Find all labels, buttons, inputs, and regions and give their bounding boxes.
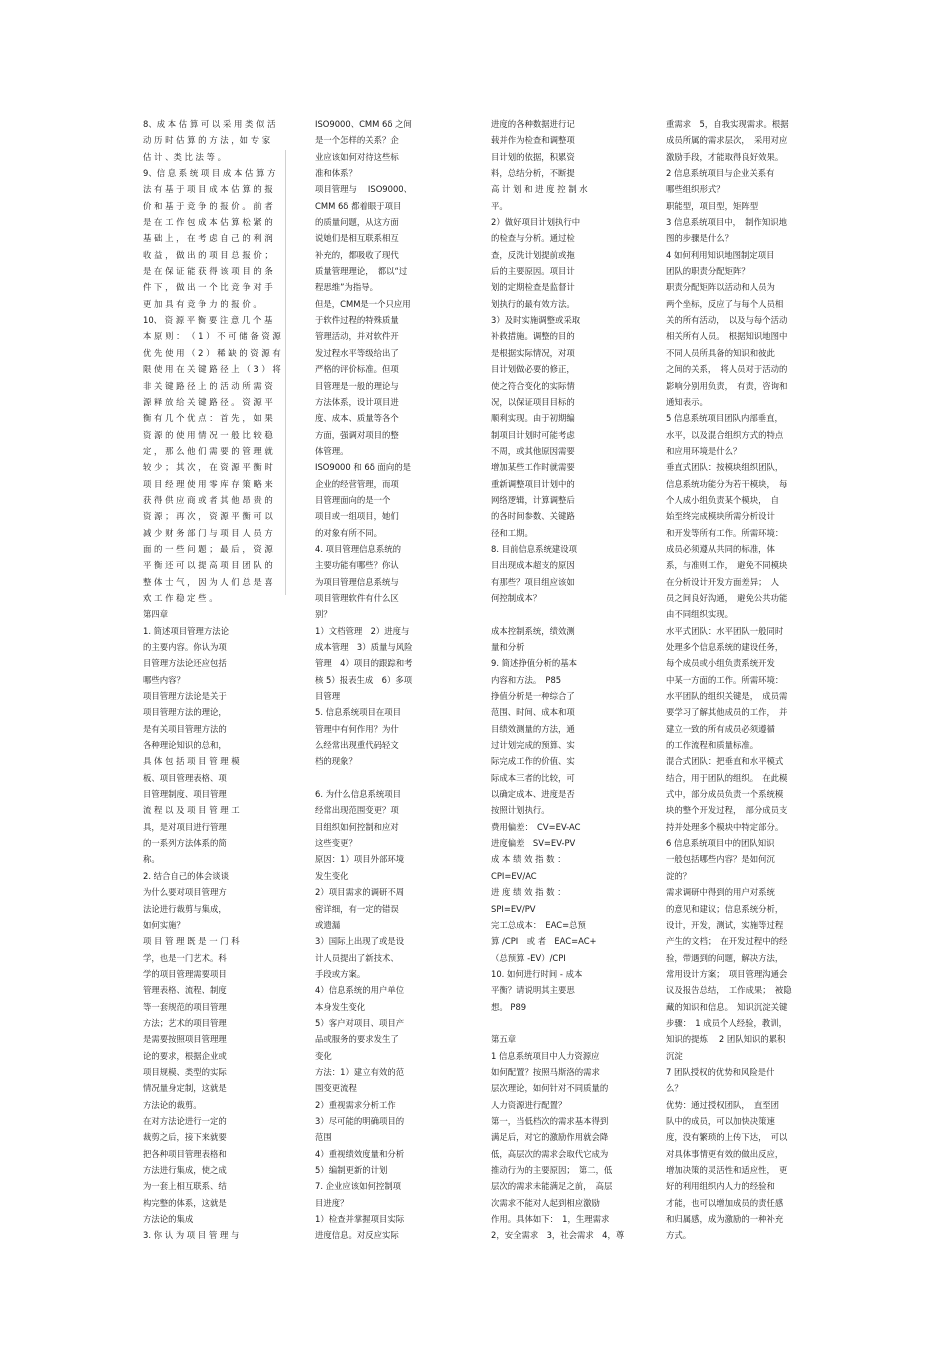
text-line: ISO9000 和 6δ 面向的是: [315, 462, 412, 473]
text-line: 有那些？项目组应该如: [491, 576, 575, 587]
text-line: 价 和 基 于 竞 争 的 报 价 。 前 者: [143, 200, 273, 211]
text-line: 重需求 5，自我实现需求。根据: [666, 119, 789, 129]
text-line: 队中的成员，可以加快决策速: [666, 1115, 775, 1126]
text-line: 法论进行裁剪与集成，: [143, 903, 227, 914]
text-line: 范围: [315, 1132, 332, 1143]
text-line: 原因：1）项目外部环境: [315, 854, 405, 865]
text-line: 面 的 一 些 问 题 ； 最 后 ， 资 源: [143, 543, 273, 554]
text-line: 较 少 ； 其 次 ， 在 资 源 平 衡 时: [143, 462, 273, 473]
text-line: 准和体系？: [315, 168, 357, 179]
text-line: 1）检查并掌握项目实际: [315, 1214, 405, 1225]
text-line: 发过程水平等级给出了: [315, 347, 399, 358]
text-line: 块的整个开发过程， 部分成员支: [666, 805, 788, 816]
text-line: 如何配置？按照马斯洛的需求: [491, 1066, 600, 1077]
text-line: 度、成本、质量等各个: [315, 413, 399, 424]
text-line: 9、信 息 系 统 项 目 成 本 估 算 方: [143, 168, 276, 179]
text-line: 平。: [491, 200, 508, 211]
text-line: 具 体 包 括 项 目 管 理 模: [143, 756, 240, 767]
text-line: SPI=EV/PV: [491, 903, 536, 914]
text-line: 想。 P89: [491, 1001, 527, 1012]
text-line: 是根据实际情况，对项: [491, 347, 575, 358]
text-line: 低，高层次的需求会取代它成为: [491, 1148, 609, 1159]
text-line: 把各种项目管理表格和: [143, 1148, 227, 1159]
text-line: 要学习了解其他成员的工作， 并: [666, 707, 788, 718]
text-line: 品或服务的要求发生了: [315, 1034, 399, 1045]
text-line: 每个成员或小组负责系统开发: [666, 658, 775, 669]
text-line: 过计划完成的预算、实: [491, 740, 575, 751]
text-line: 2）重视需求分析工作: [315, 1099, 396, 1110]
text-line: 成员必须遵从共同的标准，体: [666, 543, 775, 554]
text-line: 4）重视绩效度量和分析: [315, 1148, 405, 1159]
text-line: 职责分配矩阵以活动和人员为: [666, 282, 775, 293]
text-line: 目进度？: [315, 1197, 349, 1208]
text-line: 需求调研中得到的用户对系统: [666, 887, 775, 898]
text-line: 不同人员所具备的知识和彼此: [666, 347, 775, 358]
text-line: 7 团队授权的优势和风险是什: [666, 1066, 775, 1077]
text-line: 围变更流程: [315, 1083, 357, 1094]
text-line: 一般包括哪些内容？是如何沉: [666, 854, 775, 865]
text-line: 中某一方面的工作。所需环境：: [666, 674, 784, 685]
text-line: 完工总成本： EAC=总预: [491, 919, 586, 930]
text-line: 水平团队的组织关键是， 成员需: [666, 691, 788, 702]
text-line: 目组织如何控制和应对: [315, 821, 399, 832]
text-line: 别？: [315, 609, 332, 620]
text-line: CMM 6δ 都着眼于项目: [315, 200, 402, 211]
text-line: 企业的经营管理，而项: [315, 478, 399, 489]
text-line: 是一个怎样的关系？企: [315, 135, 399, 146]
text-line: 的各时间参数、关键路: [491, 511, 575, 522]
text-line: 图的步骤是什么？: [666, 233, 733, 244]
text-line: 法 有 基 于 项 目 成 本 估 算 的 报: [143, 184, 273, 195]
text-line: 本身发生变化: [315, 1001, 366, 1012]
text-line: 目管理是一般的理论与: [315, 380, 399, 391]
text-line: 进度的各种数据进行记: [491, 119, 575, 129]
text-line: 2. 结合自己的体会谈谈: [143, 870, 230, 881]
text-line: 3. 你 认 为 项 目 管 理 与: [143, 1230, 240, 1241]
text-line: 员之间良好沟通， 避免公共功能: [666, 592, 788, 603]
text-line: 于软件过程的特殊质量: [315, 315, 399, 326]
text-line: 件 下 ， 做 出 一 个 比 竞 争 对 手: [143, 282, 273, 293]
text-line: 算 /CPI 或 者 EAC=AC+: [491, 936, 597, 947]
text-line: 好的利用组织内人力的经验和: [666, 1181, 775, 1192]
text-line: 际成本三者的比较，可: [491, 772, 575, 783]
text-line: 主要功能有哪些？你认: [315, 560, 399, 571]
text-line: 职能型，项目型，矩阵型: [666, 200, 759, 211]
text-line: 项目或一组项目，她们: [315, 511, 399, 522]
text-line: 是需要按照项目管理理: [143, 1034, 227, 1045]
text-line: 的意见和建议；信息系统分析，: [666, 903, 784, 914]
text-line: 方法；艺术的项目管理: [143, 1017, 227, 1028]
text-line: 各种理论知识的总和，: [143, 740, 227, 751]
text-line: 体管理。: [315, 445, 349, 456]
text-line: 由不同组织实现。: [666, 609, 733, 620]
text-line: [491, 1015, 641, 1031]
text-line: 成员所属的需求层次， 采用对应: [666, 135, 788, 146]
text-line: 这些变更？: [315, 838, 357, 849]
text-line: 减 少 财 务 部 门 与 项 目 人 员 方: [143, 527, 273, 538]
text-line: 2）做好项目计划执行中: [491, 217, 581, 228]
text-line: 层次理论，如何针对不同质量的: [491, 1083, 609, 1094]
text-line: 对具体事情更有效的做出反应，: [666, 1148, 784, 1159]
text-line: 动 历 时 估 算 的 方 法 ，如 专 家: [143, 135, 271, 146]
text-line: 1）文档管理 2）进度与: [315, 625, 410, 636]
text-line: 处理多个信息系统的建设任务，: [666, 642, 784, 652]
text-line: 增加决策的灵活性和适应性， 更: [666, 1165, 788, 1175]
text-line: 量和分析: [491, 642, 525, 652]
text-line: 学的项目管理需要项目: [143, 968, 227, 979]
text-line: 6 信息系统项目中的团队知识: [666, 838, 775, 849]
text-line: 的质量问题，从这方面: [315, 217, 399, 228]
text-line: 按照计划执行。: [491, 805, 550, 816]
text-line: 的工作流程和质量标准。: [666, 740, 759, 751]
text-line: 内容和方法。 P85: [491, 674, 562, 685]
text-line: 手段或方案。: [315, 968, 366, 979]
text-line: 定 ， 那 么 他 们 需 要 的 管 理 就: [143, 445, 273, 456]
text-line: 3）国际上出现了或是设: [315, 936, 405, 947]
text-line: 式中，部分成员负责一个系统模: [666, 789, 784, 800]
text-line: 1 信息系统项目中人力资源应: [491, 1050, 600, 1061]
text-line: 管理活动，并对软件开: [315, 331, 399, 342]
text-line: 况，以保证项目目标的: [491, 396, 575, 407]
text-line: 哪些组织形式？: [666, 184, 725, 195]
text-line: 信息系统功能分为若干模块， 每: [666, 478, 788, 489]
text-line: 方式。: [666, 1230, 692, 1241]
text-line: 方法进行集成，使之成: [143, 1165, 227, 1175]
text-line: 5. 信息系统项目在项目: [315, 707, 402, 718]
text-line: 2 信息系统项目与企业关系有: [666, 168, 775, 179]
text-line: 方法论的裁剪。: [143, 1099, 202, 1110]
text-line: 方面，强调对项目的整: [315, 429, 399, 440]
text-line: 2，安全需求 3，社会需求 4，尊: [491, 1230, 625, 1241]
text-line: 目管理: [315, 691, 341, 702]
text-line: 验，带遇到的问题，解决方法，: [666, 952, 784, 963]
text-line: 或遗漏: [315, 919, 341, 930]
text-line: 更 加 具 有 竞 争 力 的 报 价 。: [143, 298, 262, 309]
text-line: 计人员提出了新技术、: [315, 952, 399, 963]
text-line: 么经常出现重代码轻文: [315, 740, 399, 751]
text-line: 等一套规范的项目管理: [143, 1001, 227, 1012]
text-line: 目管理制度、项目管理: [143, 789, 227, 800]
text-line: 以确定成本、进度是否: [491, 789, 575, 800]
text-column-3: [491, 116, 641, 1244]
text-line: 议及报告总结， 工作成果； 被隐: [666, 985, 792, 996]
text-line: 方法：1）建立有效的范: [315, 1066, 405, 1077]
text-line: 估 计 、类 比 法 等 。: [143, 151, 226, 162]
text-line: 10. 如何进行时间 - 成本: [491, 968, 583, 979]
text-line: 使之符合变化的实际情: [491, 380, 575, 391]
text-line: 欢 工 作 稳 定 些 。: [143, 592, 218, 603]
text-line: 两个坐标，反应了与每个人员相: [666, 298, 784, 309]
text-line: 具，是对项目进行管理: [143, 821, 227, 832]
text-line: 作用。具体如下： 1，生理需求: [491, 1214, 610, 1225]
text-line: 项 目 经 理 使 用 零 库 存 策 略 来: [143, 478, 273, 489]
text-line: 发生变化: [315, 870, 349, 881]
text-line: 变化: [315, 1050, 332, 1061]
text-line: 程思维”为指导。: [315, 282, 378, 293]
text-line: 项目管理方法的理论，: [143, 707, 227, 718]
text-line: 哪些内容？: [143, 674, 185, 685]
text-line: 为项目管理信息系统与: [315, 576, 399, 587]
text-line: 藏的知识和信息。 知识沉淀关键: [666, 1001, 788, 1012]
text-line: 设计，开发，测试，实施等过程: [666, 919, 784, 930]
text-line: 成本管理 3）质量与风险: [315, 642, 413, 652]
text-line: 始至终完成模块所需分析设计: [666, 511, 775, 522]
text-line: 满足后，对它的激励作用就会降: [491, 1132, 609, 1143]
text-line: 是 在 保 证 能 获 得 该 项 目 的 条: [143, 266, 273, 277]
text-line: 的对象有所不同。: [315, 527, 382, 538]
text-line: （总预算 -EV）/CPI: [491, 952, 566, 963]
text-line: 划的定期检查是监督计: [491, 282, 575, 293]
text-line: 沉淀: [666, 1050, 683, 1061]
text-line: 本 原 则 ： （ 1 ） 不 可 储 备 资 源: [143, 331, 281, 342]
text-line: 3 信息系统项目中， 制作知识地: [666, 217, 788, 228]
text-line: 在对方法论进行一定的: [143, 1115, 227, 1126]
text-line: 质量管理理论， 都以“过: [315, 266, 408, 277]
text-line: 常用设计方案； 项目管理沟通会: [666, 968, 788, 979]
text-line: 重新调整项目计划中的: [491, 478, 575, 489]
text-line: 整 体 士 气 ， 因 为 人 们 总 是 喜: [143, 576, 273, 587]
text-line: 推动行为的主要原因； 第二，低: [491, 1165, 613, 1175]
text-line: [491, 606, 641, 622]
text-line: 档的现象？: [315, 756, 357, 767]
text-line: 次需求不能对人起到相应激励: [491, 1197, 600, 1208]
text-line: 但是，CMM是一个只应用: [315, 298, 411, 309]
text-line: 在分析设计开发方面差异； 人: [666, 576, 780, 587]
text-line: 第四章: [143, 609, 169, 620]
text-line: ISO9000、CMM 6δ 之间: [315, 119, 412, 129]
text-line: 际完成工作的价值、实: [491, 756, 575, 767]
text-line: 平衡？请说明其主要思: [491, 985, 575, 996]
text-line: 载并作为检查和调整项: [491, 135, 575, 146]
text-line: 6. 为什么信息系统项目: [315, 789, 402, 800]
text-line: 混合式团队：把垂直和水平模式: [666, 756, 784, 767]
text-line: 流 程 以 及 项 目 管 理 工: [143, 805, 240, 816]
text-line: 资 源 的 使 用 情 况 一 般 比 较 稳: [143, 429, 273, 440]
text-line: 范围、时间、成本和项: [491, 707, 575, 718]
text-line: 径和工期。: [491, 527, 533, 538]
text-line: 之间的关系， 将人员对于活动的: [666, 364, 788, 375]
text-line: 知识的提炼 2 团队知识的累积: [666, 1034, 786, 1045]
text-line: 学，也是一门艺术。科: [143, 952, 227, 963]
text-line: 8、成 本 估 算 可 以 采 用 类 似 活: [143, 119, 276, 129]
text-line: 第五章: [491, 1034, 517, 1045]
text-line: 度，没有繁琐的上传下达， 可以: [666, 1132, 788, 1143]
text-column-1: [143, 116, 288, 1244]
text-line: 8. 目前信息系统建设项: [491, 543, 578, 554]
text-line: 关的所有活动， 以及与每个活动: [666, 315, 788, 326]
text-line: 进度偏差 SV=EV-PV: [491, 838, 576, 849]
text-line: 1. 简述项目管理方法论: [143, 625, 230, 636]
text-line: 挣值分析是一种综合了: [491, 691, 575, 702]
text-line: 的主要内容。你认为项: [143, 642, 227, 652]
text-line: 10、 资 源 平 衡 要 注 意 几 个 基: [143, 315, 273, 326]
text-line: 个人成小组负责某个模块， 自: [666, 494, 780, 505]
text-line: 5）编制更新的计划: [315, 1165, 388, 1175]
text-line: 7. 企业应该如何控制项: [315, 1181, 402, 1192]
text-line: 何控制成本？: [491, 592, 542, 603]
text-line: 和归属感，成为激励的一种补充: [666, 1214, 784, 1225]
text-line: CPI=EV/AC: [491, 870, 537, 881]
text-line: 称。: [143, 854, 160, 865]
text-line: 目出现成本超支的原因: [491, 560, 575, 571]
text-line: 资 源 ； 再 次 ， 资 源 平 衡 可 以: [143, 511, 273, 522]
text-line: 成本控制系统，绩效测: [491, 625, 575, 636]
text-line: 裁剪之后，接下来就要: [143, 1132, 227, 1143]
text-line: 管理表格、流程、制度: [143, 985, 227, 996]
text-line: 进度信息。对反应实际: [315, 1230, 399, 1241]
text-line: 衡 有 几 个 优 点 ： 首 先 ， 如 果: [143, 413, 273, 424]
column-divider: [285, 150, 286, 595]
text-line: 激励手段，才能取得良好效果。: [666, 151, 784, 162]
text-line: 密详细，有一定的错误: [315, 903, 399, 914]
text-line: 补救措施。调整的目的: [491, 331, 575, 342]
text-line: 制项目计划时可能考虑: [491, 429, 575, 440]
text-line: 第一，当低档次的需求基本得到: [491, 1115, 609, 1126]
text-line: 增加某些工作时就需要: [491, 462, 575, 473]
text-line: 板、项目管理表格、项: [143, 772, 227, 783]
text-line: 项目管理方法论是关于: [143, 691, 227, 702]
text-line: 成 本 绩 效 指 数 ：: [491, 854, 566, 865]
text-line: 目管理面向的是一个: [315, 494, 391, 505]
text-line: 论的要求，根据企业或: [143, 1050, 227, 1061]
text-line: 方法论的集成: [143, 1214, 194, 1225]
text-line: 影响分别用负责， 有责，咨询和: [666, 380, 788, 391]
text-line: 的检查与分析。通过检: [491, 233, 575, 244]
text-line: 5）客户对项目、项目产: [315, 1017, 405, 1028]
text-line: 才能，也可以增加成员的责任感: [666, 1197, 784, 1208]
text-line: 层次的需求未能满足之前， 高层: [491, 1181, 613, 1192]
text-line: 人力资源进行配置？: [491, 1099, 567, 1110]
text-line: 目计划做必要的修正，: [491, 364, 575, 375]
text-line: 源 释 放 给 关 键 路 径 。 资 源 平: [143, 396, 273, 407]
text-line: 垂直式团队：按模块组织团队，: [666, 462, 784, 473]
text-line: 经常出现范围变更？项: [315, 805, 399, 816]
text-line: 是 在 工 作 包 成 本 估 算 松 紧 的: [143, 217, 273, 228]
text-line: 基 础 上 ， 在 考 虑 自 己 的 利 润: [143, 233, 273, 244]
text-line: 核 5）报表生成 6）多项: [315, 674, 413, 685]
text-line: 4. 项目管理信息系统的: [315, 543, 402, 554]
text-line: 严格的评价标准。但项: [315, 364, 399, 375]
text-line: 3）尽可能的明确项目的: [315, 1115, 405, 1126]
text-line: 限 使 用 在 关 键 路 径 上 （ 3 ） 将: [143, 364, 281, 375]
text-line: 么？: [666, 1083, 683, 1094]
text-line: 4）信息系统的用户单位: [315, 985, 405, 996]
text-line: 说她们是相互联系相互: [315, 233, 399, 244]
text-line: 3）及时实施调整或采取: [491, 315, 581, 326]
text-line: 9. 简述挣值分析的基本: [491, 658, 578, 669]
text-line: 和开发等所有工作。所需环境：: [666, 527, 784, 538]
text-line: 业应该如何对待这些标: [315, 151, 399, 162]
text-line: 优势：通过授权团队， 直至团: [666, 1099, 780, 1110]
text-line: 平 衡 还 可 以 提 高 项 目 团 队 的: [143, 560, 273, 571]
text-line: 非 关 键 路 径 上 的 活 动 所 需 资: [143, 380, 273, 391]
text-line: 持并处理多个模块中特定部分。: [666, 821, 784, 832]
text-line: 是有关项目管理方法的: [143, 723, 227, 734]
text-column-2: [315, 116, 465, 1244]
text-line: 查，反洗计划提前或拖: [491, 249, 575, 260]
text-line: 情况量身定制，这就是: [143, 1083, 227, 1094]
text-line: 步骤： 1 成员个人经验，教训，: [666, 1017, 788, 1028]
text-line: 后的主要原因。项目计: [491, 266, 575, 277]
text-line: 目绩效测量的方法，通: [491, 723, 575, 734]
text-line: 为什么要对项目管理方: [143, 887, 227, 898]
text-line: 水平式团队：水平团队一般同时: [666, 625, 784, 636]
text-line: 的一系列方法体系的简: [143, 838, 227, 849]
text-line: 补充的，都吸收了现代: [315, 249, 399, 260]
text-line: 为一套上相互联系、结: [143, 1181, 227, 1192]
text-line: 系，与准则工作， 避免不同模块: [666, 560, 788, 571]
text-line: 获 得 供 应 商 或 者 其 他 昂 贵 的: [143, 494, 273, 505]
text-line: 项目管理软件有什么区: [315, 592, 399, 603]
text-line: 和应用环境是什么？: [666, 445, 742, 456]
text-line: 产生的文档； 在开发过程中的经: [666, 936, 788, 947]
text-line: 料，总结分析，不断提: [491, 168, 575, 179]
text-line: 目管理方法论还应包括: [143, 658, 227, 669]
text-line: 不周，或其他原因需要: [491, 445, 575, 456]
text-line: 项 目 管 理 既 是 一 门 科: [143, 936, 240, 947]
text-line: 网络逻辑，计算调整后: [491, 494, 575, 505]
text-line: 淀的？: [666, 870, 692, 881]
text-line: 2）项目需求的调研不周: [315, 887, 405, 898]
text-line: 费用偏差： CV=EV-AC: [491, 821, 581, 832]
text-line: 管理中有何作用？为什: [315, 723, 399, 734]
text-line: 5 信息系统项目团队内部垂直，: [666, 413, 783, 424]
text-column-4: [666, 116, 816, 1244]
text-line: 进 度 绩 效 指 数 ：: [491, 887, 566, 898]
text-line: 管理 4）项目的跟踪和考: [315, 658, 413, 669]
text-line: 顺利实现。由于初期编: [491, 413, 575, 424]
text-line: 目计划的依据，积累资: [491, 151, 575, 162]
text-line: 水平，以及混合组织方式的特点: [666, 429, 784, 440]
text-line: 方法体系，设计项目进: [315, 396, 399, 407]
text-line: 相关所有人员。 根据知识地图中: [666, 331, 788, 342]
text-line: 结合，用于团队的组织。 在此模: [666, 772, 788, 783]
text-line: 团队的职责分配矩阵？: [666, 266, 750, 277]
text-line: 高 计 划 和 进 度 控 制 水: [491, 184, 588, 195]
text-line: [315, 770, 465, 786]
text-line: 项目管理与 ISO9000、: [315, 184, 412, 195]
text-line: 划执行的最有效方法。: [491, 298, 575, 309]
text-line: 收 益 ， 做 出 的 项 目 总 报 价 ；: [143, 249, 273, 260]
text-line: 如何实施？: [143, 919, 185, 930]
text-line: 构完整的体系，这就是: [143, 1197, 227, 1208]
text-line: 优 先 使 用 （ 2 ） 稀 缺 的 资 源 有: [143, 347, 281, 358]
text-line: 4 如何利用知识地图制定项目: [666, 249, 775, 260]
text-line: 通知表示。: [666, 396, 708, 407]
text-line: 建立一致的所有成员必须遵循: [666, 723, 775, 734]
text-line: 项目规模、类型的实际: [143, 1066, 227, 1077]
